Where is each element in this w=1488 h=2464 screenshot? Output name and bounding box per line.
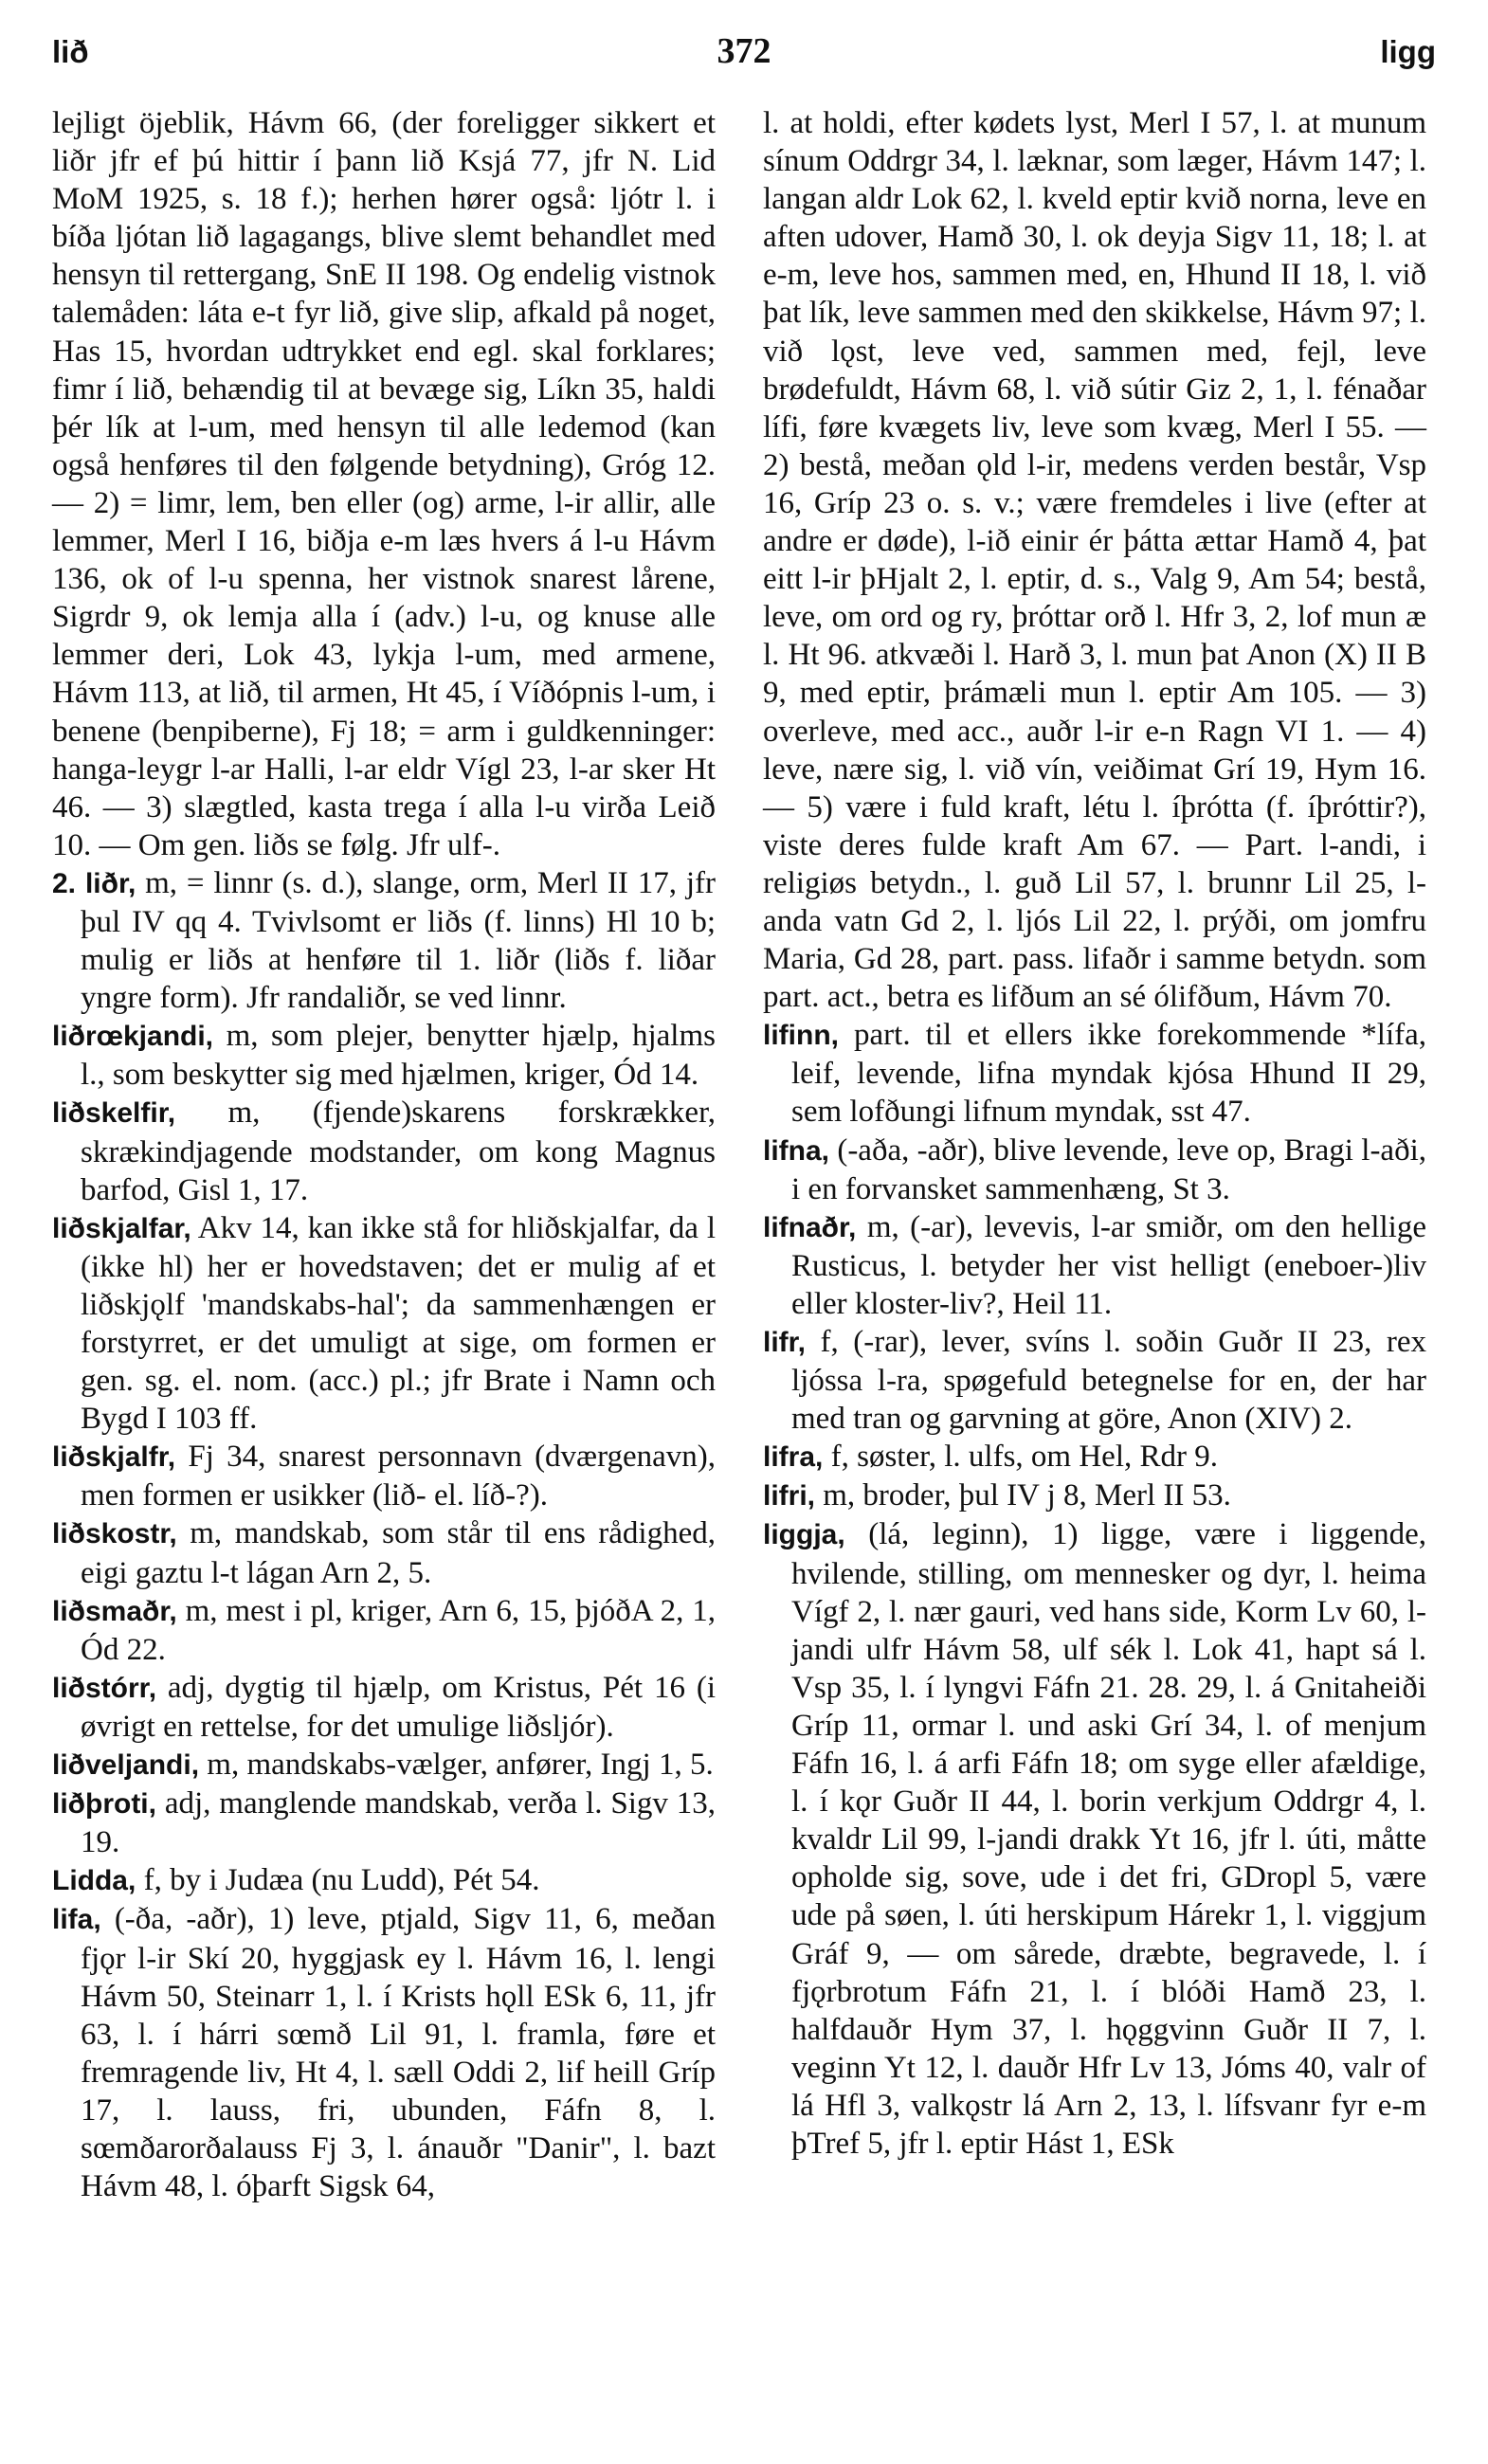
entry-text: m, (-ar), levevis, l-ar smiðr, om den hellige Rusticus, l. betyder her vist helligt (eneboer-)liv eller kloster-liv?, Heil 11.	[791, 1209, 1426, 1321]
headword: lifr,	[763, 1327, 807, 1358]
entry-text: (-ða, -aðr), 1) leve, ptjald, Sigv 11, 6, meðan fjǫr l-ir Skí 20, hyggjask ey l. Hávm 16, l. lengi Hávm 50, Steinarr 1, l. í Krists hǫll ESk 6, 11, jfr 63, l. í hárri sœmð Lil 91, l. framla, føre et fremragende liv, Ht 4, l. sæll Oddi 2, lif heill Gríp 17, l. lauss, fri, ubunden, Fáfn 8, l. sœmðarorðalauss Fj 3, l. ánauðr "Danir", l. bazt Hávm 48, l. óþarft Sigsk 64,	[81, 1902, 716, 2204]
headword: liðsmaðr,	[52, 1595, 177, 1627]
dictionary-entry	[52, 1017, 716, 1094]
headword: Lidda,	[52, 1865, 136, 1897]
entry-text: Akv 14, kan ikke stå for hliðskjalfar, da l (ikke hl) her er hovedstaven; det er mulig af et liðskjǫlf 'mandskabs-hal'; da sammenhængen er forstyrret, er det umuligt at sige, om formen er gen. sg. el. nom. (acc.) pl.; jfr Brate i Namn och Bygd I 103 ff.	[81, 1210, 716, 1437]
entry-text: lejligt öjeblik, Hávm 66, (der foreligger sikkert et liðr jfr ef þú hittir í þann lið Ksjá 77, jfr N. Lid MoM 1925, s. 18 f.); herhen hører også: ljótr l. i bíða ljótan lið lagagangs, blive slemt behandlet med hensyn til rettergang, SnE II 198. Og endelig vistnok talemåden: láta e-t fyr lið, give slip, afkald på noget, Has 15, hvordan udtrykket end egl. skal forklares; fimr í lið, behændig til at bevæge sig, Líkn 35, haldi þér lík at l-um, med hensyn til alle ledemod (kan også henføres til den følgende betydning), Gróg 12. — 2) = limr, lem, ben eller (og) arme, l-ir allir, alle lemmer, Merl I 16, biðja e-m læs hvers á l-u Hávm 136, ok of l-u spenna, her vistnok snarest lårene, Sigrdr 9, ok lemja alla í (adv.) l-u, og knuse alle lemmer deri, Lok 43, lykja l-um, med armene, Hávm 113, at lið, til armen, Ht 45, í Víðópnis l-um, i benene (benpiberne), Fj 18; = arm i guldkenninger: hanga-leygr l-ar Halli, l-ar eldr Vígl 23, l-ar sker Ht 46. — 3) slægtled, kasta trega í alla l-u virða Leið 10. — Om gen. liðs se følg. Jfr ulf-.	[52, 106, 716, 862]
headword: lifna,	[763, 1134, 830, 1167]
dictionary-entry	[52, 1746, 716, 1785]
entry-text: m, mest i pl, kriger, Arn 6, 15, þjóðA 2, 1, Ód 22.	[81, 1593, 716, 1667]
headword: lifa,	[52, 1904, 101, 1936]
entry-text: adj, dygtig til hjælp, om Kristus, Pét 16 (i øvrigt en rettelse, for det umulige liðsljór).	[81, 1670, 716, 1744]
dictionary-entry	[763, 1477, 1426, 1515]
entry-text: m, mandskabs-vælger, anfører, Ingj 1, 5.	[199, 1748, 714, 1783]
headword: lifri,	[763, 1480, 816, 1513]
entry-text: (-aða, -aðr), blive levende, leve op, Bragi l-aði, i en forvansket sammenhæng, St 3.	[791, 1132, 1426, 1206]
dictionary-entry	[52, 1514, 716, 1591]
entry-text: f, søster, l. ulfs, om Hel, Rdr 9.	[823, 1440, 1219, 1475]
dictionary-entry	[763, 1323, 1426, 1438]
headword: lifra,	[763, 1441, 824, 1474]
dictionary-entry	[52, 1669, 716, 1746]
entry-text: adj, manglende mandskab, verða l. Sigv 13, 19.	[81, 1786, 716, 1860]
entry-text: f, by i Judæa (nu Ludd), Pét 54.	[136, 1863, 540, 1898]
running-head	[52, 27, 1436, 83]
headword: liðskostr,	[52, 1518, 177, 1550]
headword: lifnaðr,	[763, 1211, 857, 1243]
dictionary-entry	[52, 1438, 716, 1514]
dictionary-entry	[52, 1209, 716, 1439]
headword: liðskelfir,	[52, 1097, 176, 1130]
entry-text: (lá, leginn), 1) ligge, være i liggende, hvilende, stilling, om mennesker og dyr, l. heima Vígf 2, l. nær gauri, ved hans side, Korm Lv 60, l-jandi ulfr Hávm 58, ulf sék l. Lok 41, hapt sá l. Vsp 35, l. í lyngvi Fáfn 21. 28. 29, l. á Gnitaheiði Gríp 11, ormar l. und aski Grí 34, l. of menjum Fáfn 16, l. á arfi Fáfn 18; om syge eller afældige, l. í kǫr Guðr II 44, l. borin verkjum Oddrgr 4, l. kvaldr Lil 99, l-jandi drakk Yt 16, jfr l. úti, måtte opholde sig, sove, ude i det fri, GDropl 5, være ude på søen, l. úti herskipum Hárekr 1, l. viggjum Gráf 9, — om sårede, dræbte, begravede, l. í fjǫrbrotum Fáfn 21, l. í blóði Hamð 23, l. halfdauðr Hym 37, l. hǫggvinn Guðr II 7, l. veginn Yt 12, l. dauðr Hfr Lv 13, Jóms 40, valr of lá Hfl 3, valkǫstr lá Arn 2, 13, l. lífsvanr fyr e-m þTref 5, jfr l. eptir Hást 1, ESk	[791, 1517, 1426, 2161]
dictionary-entry	[52, 1592, 716, 1669]
dictionary-entry	[52, 1094, 716, 1208]
dictionary-entry	[52, 1785, 716, 1861]
headword: liðskjalfr,	[52, 1441, 176, 1474]
entry-text: f, (-rar), lever, svíns l. soðin Guðr II 23, rex ljóssa l-ra, spøgefuld betegnelse for en, der har med tran og garvning at göre, Anon (XIV) 2.	[791, 1325, 1426, 1437]
left-column	[52, 104, 716, 2205]
dictionary-entry	[763, 1438, 1426, 1477]
entry-text: m, (fjende)skarens forskrækker, skrækindjagende modstander, om kong Magnus barfod, Gisl 1, 17.	[81, 1096, 716, 1207]
entry-continuation	[52, 104, 716, 864]
dictionary-entry	[52, 1861, 716, 1900]
dictionary-entry	[52, 1900, 716, 2205]
dictionary-entry	[763, 1208, 1426, 1323]
headword: liðstórr,	[52, 1672, 157, 1704]
page-number: 372	[717, 31, 771, 71]
dictionary-entry	[763, 1515, 1426, 2163]
headword: lifinn,	[763, 1020, 839, 1052]
headword: 2. liðr,	[52, 867, 136, 899]
entry-text: part. til et ellers ikke forekommende *lífa, leif, levende, lifna myndak kjósa Hhund II 29, sem lofðungi lifnum myndak, sst 47.	[791, 1018, 1426, 1130]
guide-word-left: lið	[52, 34, 89, 69]
right-column	[763, 104, 1426, 2163]
headword: liðrœkjandi,	[52, 1021, 214, 1053]
dictionary-entry	[52, 864, 716, 1017]
headword: liðþroti,	[52, 1788, 156, 1821]
headword: liðskjalfar,	[52, 1212, 191, 1244]
headword: liggja,	[763, 1519, 845, 1551]
entry-text: m, mandskab, som står til ens rådighed, eigi gaztu l-t lágan Arn 2, 5.	[81, 1516, 716, 1590]
dictionary-entry	[763, 1132, 1426, 1208]
entry-text: l. at holdi, efter kødets lyst, Merl I 57, l. at munum sínum Oddrgr 34, l. læknar, som læger, Hávm 147; l. langan aldr Lok 62, l. kveld eptir kvið norna, leve en aften udover, Hamð 30, l. ok deyja Sigv 11, 18; l. at e-m, leve hos, sammen med, en, Hhund II 18, l. við þat lík, leve sammen med den skikkelse, Hávm 97; l. við lǫst, leve ved, sammen med, fejl, leve brødefuldt, Hávm 68, l. við sútir Giz 2, 1, l. fénaðar lífi, føre kvægets liv, leve som kvæg, Merl I 55. — 2) bestå, meðan ǫld l-ir, medens verden består, Vsp 16, Gríp 23 o. s. v.; være fremdeles i live (efter at andre er døde), l-ið einir ér þátta ættar Hamð 4, þat eitt l-ir þHjalt 2, l. eptir, d. s., Valg 9, Am 54; bestå, leve, om ord og ry, þróttar orð l. Hfr 3, 2, lof mun æ l. Ht 96. atkvæði l. Harð 3, l. mun þat Anon (X) II B 9, med eptir, þrámæli mun l. eptir Am 105. — 3) overleve, med acc., auðr l-ir e-n Ragn VI 1. — 4) leve, nære sig, l. við vín, veiðimat Grí 19, Hym 16. — 5) være i fuld kraft, létu l. íþrótta (f. íþróttir?), viste deres fulde kraft Am 67. — Part. l-andi, i religiøs betydn., l. guð Lil 57, l. brunnr Lil 25, l-anda vatn Gd 2, l. ljós Lil 22, l. prýði, om jomfru Maria, Gd 28, part. pass. lifaðr i samme betydn. som part. act., betra es lifðum an sé ólifðum, Hávm 70.	[763, 106, 1426, 1015]
entry-continuation	[763, 104, 1426, 1016]
entry-text: m, = linnr (s. d.), slange, orm, Merl II 17, jfr þul IV qq 4. Tvivlsomt er liðs (f. linns) Hl 10 b; mulig er liðs at henføre til 1. liðr (liðs f. liðar yngre form). Jfr randaliðr, se ved linnr.	[81, 865, 716, 1016]
entry-text: m, broder, þul IV j 8, Merl II 53.	[815, 1478, 1231, 1513]
dictionary-entry	[763, 1016, 1426, 1131]
entry-text: Fj 34, snarest personnavn (dværgenavn), men formen er usikker (lið- el. líð-?).	[81, 1440, 716, 1513]
headword: liðveljandi,	[52, 1749, 200, 1782]
guide-word-right: ligg	[1380, 34, 1436, 69]
entry-text: m, som plejer, benytter hjælp, hjalms l., som beskytter sig med hjælmen, kriger, Ód 14.	[81, 1019, 716, 1093]
